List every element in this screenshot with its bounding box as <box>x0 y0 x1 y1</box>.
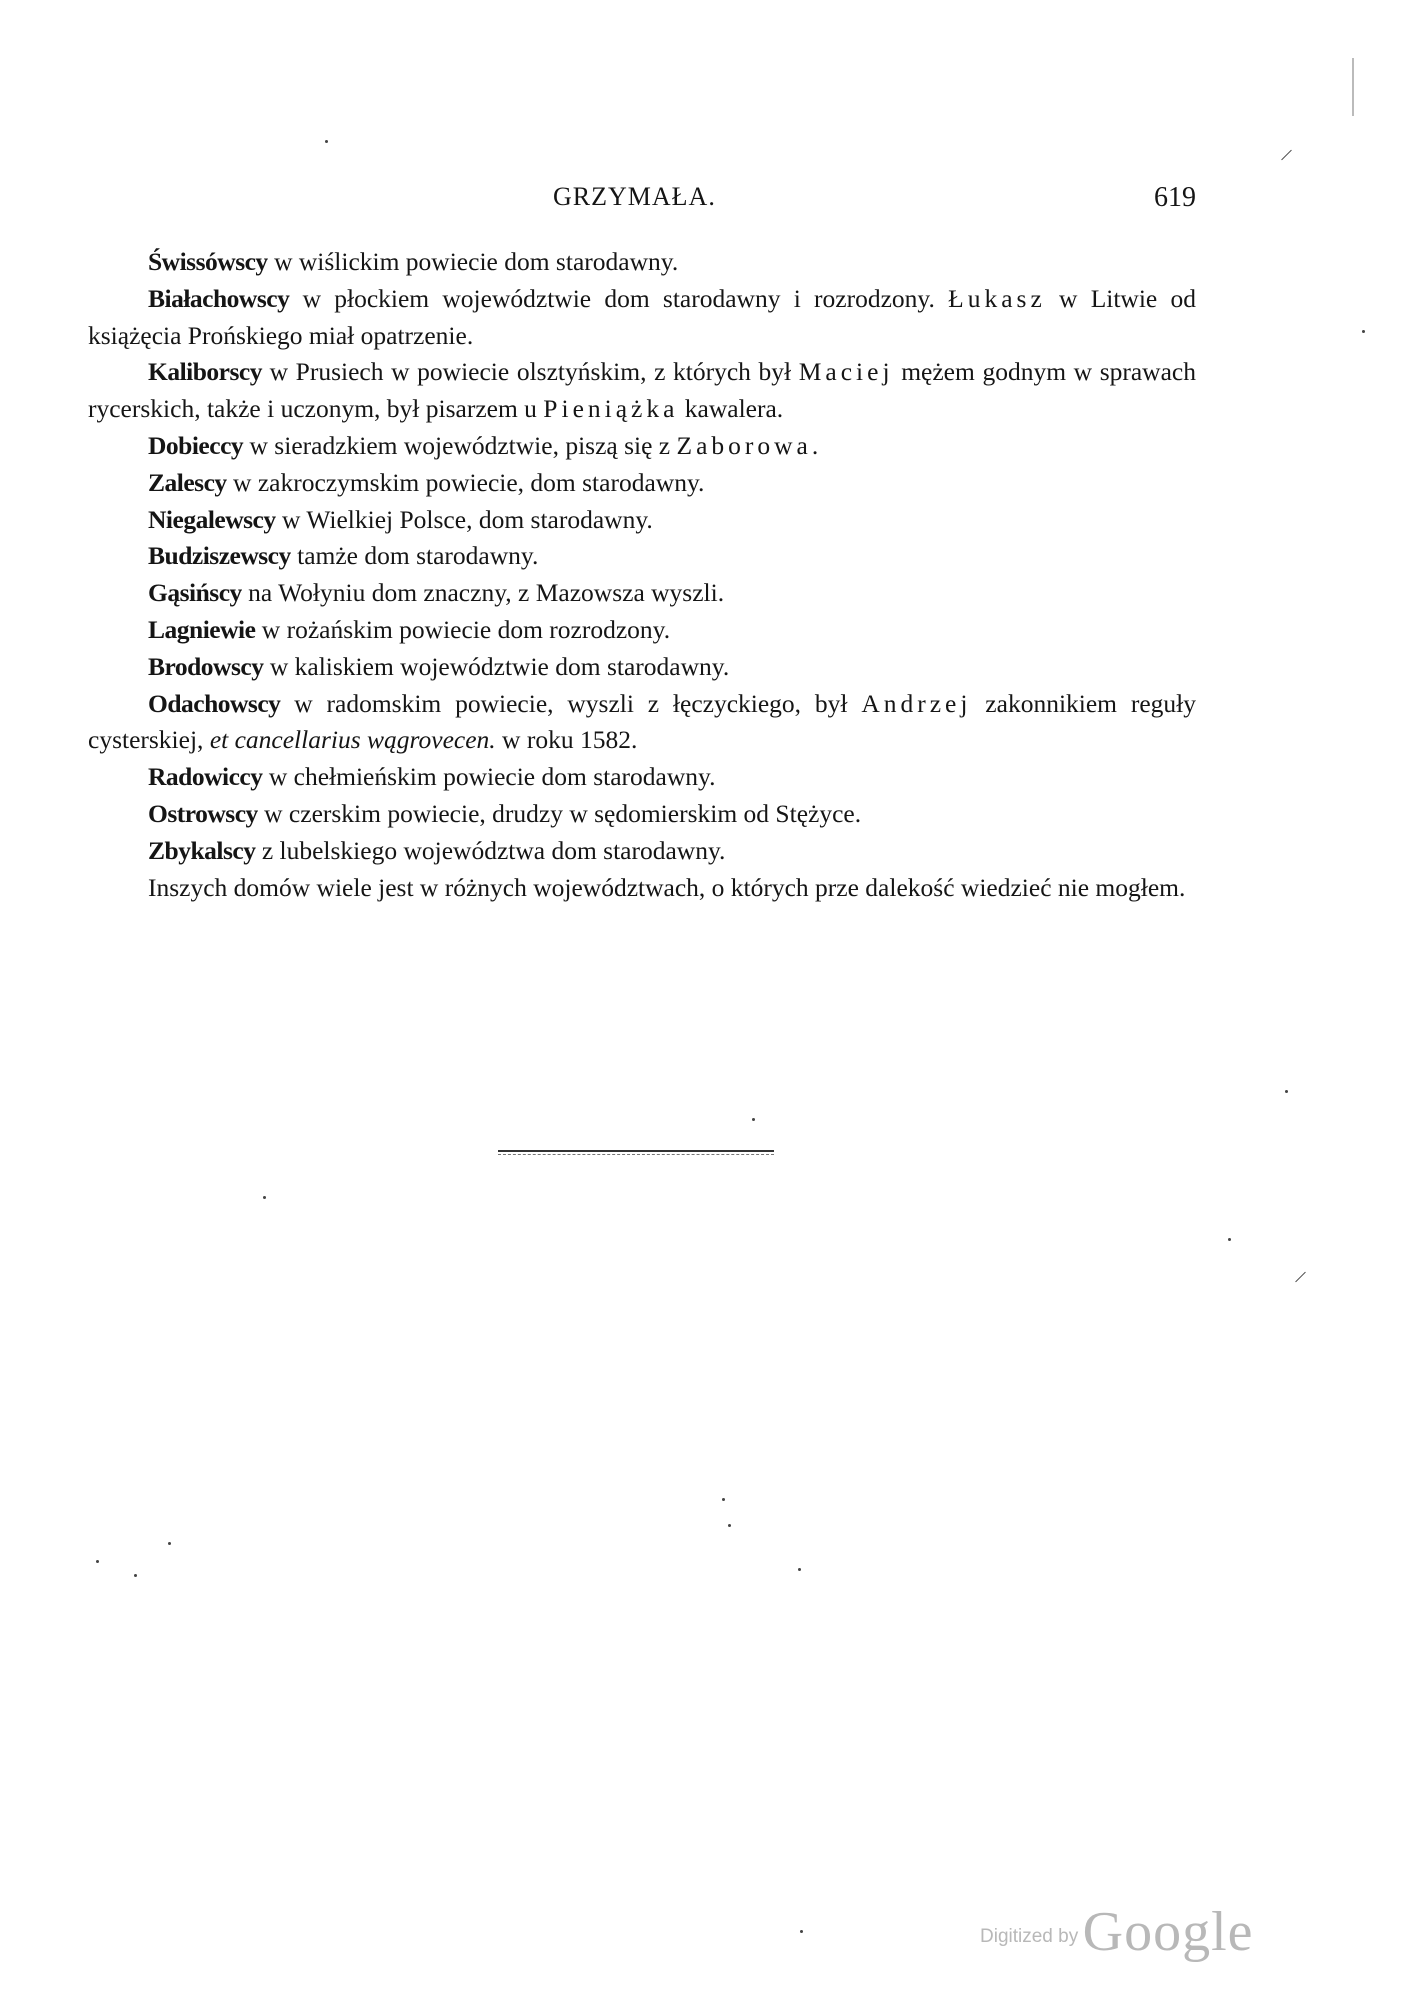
entry-ostrowscy <box>88 796 1196 833</box>
entry-text: mężem godnym w sprawach rycerskich, także i uczonym, był pisarzem u <box>88 357 1196 424</box>
google-logo: Google <box>1082 1901 1254 1963</box>
person-name: Pieniążka <box>543 394 679 424</box>
entry-text: z lubelskiego województwa dom starodawny. <box>255 835 726 865</box>
family-name: Lagniewie <box>148 614 256 644</box>
person-name: Łukasz <box>948 283 1046 313</box>
entry-text: w roku 1582. <box>495 725 638 755</box>
entry-text: tamże dom starodawny. <box>290 541 539 571</box>
scan-speck <box>168 1542 171 1545</box>
entry-odachowscy <box>88 686 1196 760</box>
scan-speck <box>1228 1238 1231 1241</box>
place-name: Zaborowa <box>676 430 812 460</box>
scan-speck <box>1285 1090 1288 1093</box>
entry-lagniewie <box>88 612 1196 649</box>
family-name: Budziszewscy <box>148 541 291 571</box>
scan-speck <box>1281 150 1292 161</box>
family-name: Niegalewscy <box>148 504 276 534</box>
family-name: Zbykalscy <box>148 835 256 865</box>
family-name: Brodowscy <box>148 651 264 681</box>
entry-text: w sieradzkiem województwie, piszą się z <box>243 430 677 460</box>
entry-text: w zakroczymskim powiecie, dom starodawny. <box>226 467 705 497</box>
entry-text: w radomskim powiecie, wyszli z łęczyckiego, był <box>280 688 862 718</box>
page-body <box>88 244 1196 906</box>
entry-budziszewscy <box>88 538 1196 575</box>
family-name: Białachowscy <box>148 283 290 313</box>
scan-speck <box>1295 1272 1306 1283</box>
entry-radowiccy <box>88 759 1196 796</box>
entry-text: Inszych domów wiele jest w różnych województwach, o których prze dalekość wiedzieć nie mogłem. <box>148 872 1186 902</box>
closing-paragraph <box>88 870 1196 907</box>
scan-margin-mark <box>1352 58 1354 116</box>
entry-text: w płockiem województwie dom starodawny i rozrodzony. <box>289 283 949 313</box>
entry-text: w Wielkiej Polsce, dom starodawny. <box>275 504 653 534</box>
entry-text: zakonnikiem reguły cysterskiej, <box>88 688 1196 755</box>
scan-speck <box>800 1930 803 1933</box>
scan-speck <box>752 1118 755 1121</box>
scan-speck <box>134 1574 137 1577</box>
scan-speck <box>263 1196 266 1199</box>
person-name: Maciej <box>798 357 894 387</box>
entry-text: w chełmieńskim powiecie dom starodawny. <box>262 762 716 792</box>
family-name: Kaliborscy <box>148 357 262 387</box>
scan-speck <box>722 1498 725 1501</box>
entry-text: w wiślickim powiecie dom starodawny. <box>267 247 679 276</box>
person-name: Andrzej <box>861 688 972 718</box>
entry-text: w kaliskiem województwie dom starodawny. <box>263 651 730 681</box>
family-name: Zalescy <box>148 467 227 497</box>
scan-speck <box>96 1560 99 1563</box>
entry-brodowscy <box>88 649 1196 686</box>
page-header <box>88 182 1196 222</box>
scan-speck <box>798 1568 801 1571</box>
section-end-rule-secondary <box>498 1154 774 1155</box>
scan-speck <box>1362 330 1365 333</box>
scan-speck <box>728 1524 731 1527</box>
entry-text: w czerskim powiecie, drudzy w sędomierskim od Stężyce. <box>257 798 862 828</box>
entry-text: w Prusiech w powiecie olsztyńskim, z których był <box>262 357 799 387</box>
family-name: Ostrowscy <box>148 798 258 828</box>
entry-kaliborscy <box>88 354 1196 428</box>
entry-text: kawalera. <box>678 394 784 424</box>
entry-dobieccy <box>88 428 1196 465</box>
running-head: GRZYMAŁA. <box>553 182 716 211</box>
entry-swissowscy <box>88 244 1196 281</box>
scan-speck <box>325 140 328 143</box>
page-number: 619 <box>1154 182 1196 213</box>
entry-zalescy <box>88 465 1196 502</box>
entry-zbykalscy <box>88 833 1196 870</box>
entry-text: w rożańskim powiecie dom rozrodzony. <box>255 614 671 644</box>
entry-niegalewscy <box>88 502 1196 539</box>
section-end-rule <box>498 1150 774 1152</box>
family-name: Odachowscy <box>148 688 281 718</box>
entry-bialachowscy <box>88 281 1196 355</box>
watermark-prefix: Digitized by <box>980 1926 1079 1947</box>
family-name: Dobieccy <box>148 430 244 460</box>
entry-text: w Litwie od książęcia Prońskiego miał opatrzenie. <box>88 283 1196 350</box>
entry-text: na Wołyniu dom znaczny, z Mazowsza wyszli. <box>241 578 725 608</box>
family-name: Radowiccy <box>148 762 263 792</box>
latin-phrase: et cancellarius wągrovecen. <box>209 725 496 755</box>
family-name: Gąsińscy <box>148 578 242 608</box>
family-name: Świssówscy <box>148 247 268 276</box>
entry-text: . <box>811 430 819 460</box>
entry-gasinscy <box>88 575 1196 612</box>
digitized-by-google-watermark <box>980 1900 1254 1964</box>
